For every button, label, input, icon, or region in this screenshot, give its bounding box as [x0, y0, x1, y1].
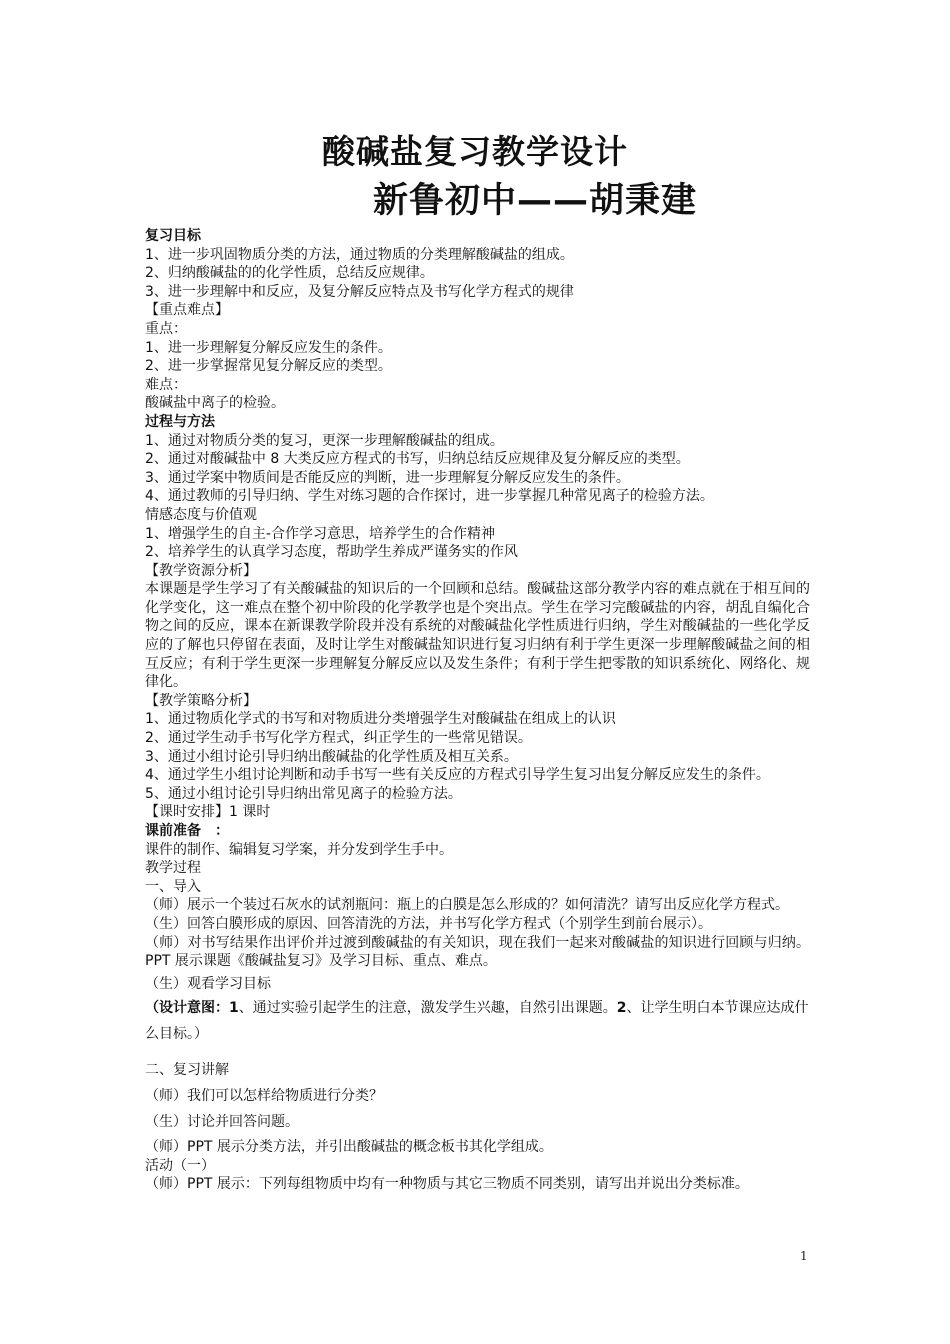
key-point-item: 1、进一步理解复分解反应发生的条件。: [145, 339, 392, 356]
goal-item: 3、进一步理解中和反应，及复分解反应特点及书写化学方程式的规律: [145, 283, 574, 300]
design-intent-lead-2: 2: [616, 1000, 627, 1017]
goals-heading: 复习目标: [145, 228, 201, 244]
process-heading: 过程与方法: [145, 413, 215, 430]
key-point-item: 2、进一步掌握常见复分解反应的类型。: [145, 358, 392, 375]
review-item: （师）我们可以怎样给物质进行分类？: [145, 1087, 383, 1104]
activity-item: [145, 1175, 810, 1194]
process-item: 4、通过教师的引导归纳、学生对练习题的合作探讨，进一步掌握几种常见离子的检验方法。: [145, 488, 714, 505]
design-intent-text-2: 、让学生明白本节课应达成什么目标。）: [145, 1000, 809, 1043]
activity-heading: 活动（一）: [145, 1157, 215, 1174]
prep-text: 课件的制作、编辑复习学案，并分发到学生手中。: [145, 841, 453, 858]
review-item: （师）PPT 展示分类方法，并引出酸碱盐的概念板书其化学组成。: [145, 1139, 553, 1156]
strategy-item: 1、通过物质化学式的书写和对物质进分类增强学生对酸碱盐在组成上的认识: [145, 711, 616, 728]
strategy-heading: 【教学策略分析】: [145, 692, 257, 709]
resource-paragraph: 本课题是学生学习了有关酸碱盐的知识后的一个回顾和总结。酸碱盐这部分教学内容的难点就在于相互间的化学变化，这一难点在整个初中阶段的化学教学也是个突出点。学生在学习完酸碱盐的内容，胡乱自编化合物之间的反应，课本在新课教学阶段并没有系统的对酸碱盐化学性质进行归纳，学生对酸碱盐的一些化学反应的了解也只停留在表面，及时让学生对酸碱盐知识进行复习归纳有利于学生更深一步理解酸碱盐之间的相互反应；有利于学生更深一步理解复分解反应以及发生条件；有利于学生把零散的知识系统化、网络化、规律化。: [145, 581, 810, 691]
design-intent: [145, 995, 810, 1047]
process-item: 3、通过学案中物质间是否能反应的判断，进一步理解复分解反应发生的条件。: [145, 469, 630, 486]
resource-heading: 【教学资源分析】: [145, 562, 257, 579]
difficult-label: 难点：: [145, 376, 187, 393]
goal-item: 2、归纳酸碱盐的的化学性质，总结反应规律。: [145, 265, 434, 282]
document-title: 酸碱盐复习教学设计: [322, 132, 628, 171]
review-item: （生）讨论并回答问题。: [145, 1113, 299, 1130]
difficult-text: 酸碱盐中离子的检验。: [145, 395, 285, 412]
strategy-item: 4、通过学生小组讨论判断和动手书写一些有关反应的方程式引导学生复习出复分解反应发生的条件。: [145, 767, 770, 784]
emotion-heading: 情感态度与价值观: [145, 506, 257, 523]
intro-item: （生）回答白膜形成的原因、回答清洗的方法，并书写化学方程式（个别学生到前台展示）。: [145, 915, 712, 932]
author-line: 新鲁初中——胡秉建: [372, 181, 697, 221]
process-item: 2、通过对酸碱盐中 8 大类反应方程式的书写，归纳总结反应规律及复分解反应的类型。: [145, 451, 690, 468]
page-number: 1: [800, 1249, 808, 1263]
document-body: [145, 227, 810, 1194]
teaching-process-heading: 教学过程: [145, 860, 201, 877]
intro-item: （师）展示一个装过石灰水的试剂瓶问：瓶上的白膜是怎么形成的？如何清洗？请写出反应化学方程式。: [145, 897, 789, 914]
strategy-item: 2、通过学生动手书写化学方程式，纠正学生的一些常见错误。: [145, 730, 532, 747]
key-label: 重点：: [145, 320, 187, 337]
intro-item: （师）对书写结果作出评价并过渡到酸碱盐的有关知识，现在我们一起来对酸碱盐的知识进行回顾与归纳。PPT 展示课题《酸碱盐复习》及学习目标、重点、难点。: [145, 934, 810, 970]
prep-heading: 课前准备 ：: [145, 823, 229, 839]
strategy-item: 5、通过小组讨论引导归纳出常见离子的检验方法。: [145, 785, 462, 802]
activity-text: 下列每组物质中均有一种物质与其它三物质不同类别，请写出并说出分类标准。: [258, 1176, 749, 1193]
activity-label: （师）PPT 展示：: [145, 1176, 259, 1193]
intro-item: （生）观看学习目标: [145, 975, 271, 992]
schedule-line: 【课时安排】1 课时: [145, 804, 271, 821]
design-intent-text: 、通过实验引起学生的注意，激发学生兴趣，自然引出课题。: [238, 1000, 617, 1017]
emotion-item: 2、培养学生的认真学习态度，帮助学生养成严谨务实的作风: [145, 544, 518, 561]
key-difficult-heading: 【重点难点】: [145, 302, 229, 319]
process-item: 1、通过对物质分类的复习，更深一步理解酸碱盐的组成。: [145, 432, 504, 449]
goal-item: 1、进一步巩固物质分类的方法，通过物质的分类理解酸碱盐的组成。: [145, 246, 574, 263]
review-heading: 二、复习讲解: [145, 1062, 229, 1079]
intro-heading: 一、导入: [145, 878, 201, 895]
design-intent-lead: （设计意图：1: [145, 1000, 239, 1017]
strategy-item: 3、通过小组讨论引导归纳出酸碱盐的化学性质及相互关系。: [145, 748, 518, 765]
emotion-item: 1、增强学生的自主-合作学习意思，培养学生的合作精神: [145, 525, 495, 542]
